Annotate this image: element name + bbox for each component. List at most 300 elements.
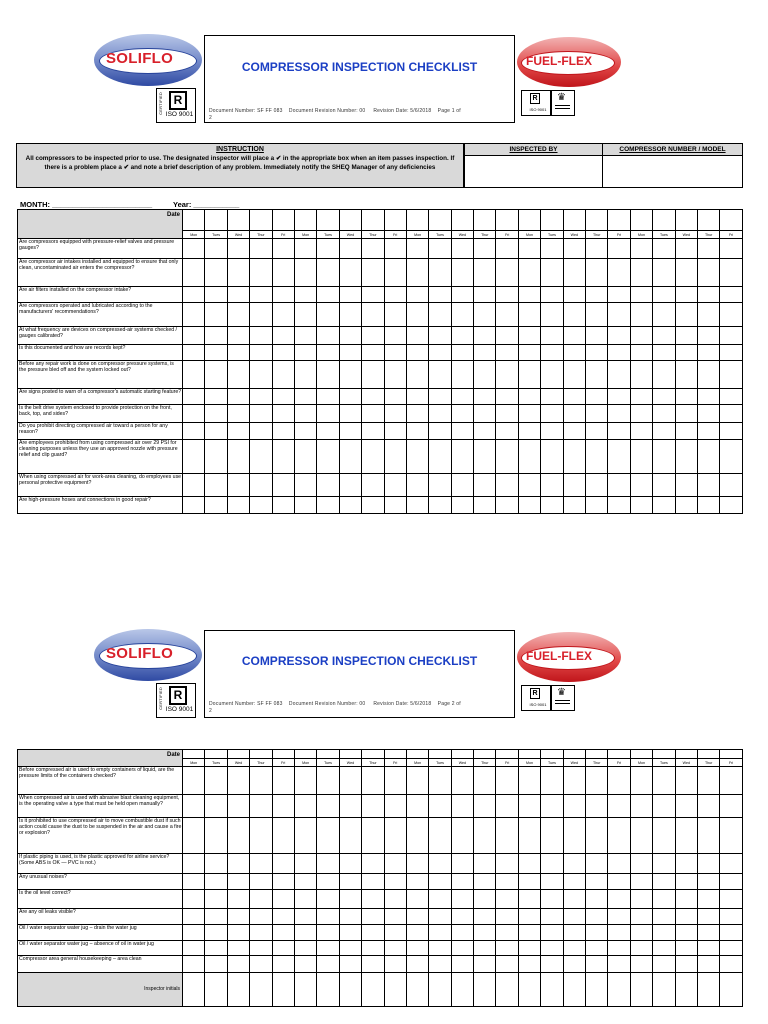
check-cell[interactable]: [205, 956, 227, 973]
check-cell[interactable]: [227, 767, 249, 795]
check-cell[interactable]: [675, 327, 697, 345]
check-cell[interactable]: [294, 909, 316, 925]
check-cell[interactable]: [586, 287, 608, 303]
check-cell[interactable]: [406, 423, 428, 440]
date-input-cell[interactable]: [541, 210, 563, 231]
check-cell[interactable]: [227, 925, 249, 941]
check-cell[interactable]: [720, 239, 742, 259]
check-cell[interactable]: [586, 345, 608, 361]
check-cell[interactable]: [697, 925, 719, 941]
check-cell[interactable]: [496, 767, 518, 795]
check-cell[interactable]: [317, 795, 339, 818]
check-cell[interactable]: [406, 474, 428, 497]
check-cell[interactable]: [720, 956, 742, 973]
check-cell[interactable]: [183, 389, 205, 405]
check-cell[interactable]: [474, 327, 496, 345]
check-cell[interactable]: [697, 361, 719, 389]
initials-cell[interactable]: [675, 973, 697, 1007]
check-cell[interactable]: [205, 287, 227, 303]
check-cell[interactable]: [653, 361, 675, 389]
check-cell[interactable]: [362, 767, 384, 795]
check-cell[interactable]: [294, 497, 316, 514]
date-input-cell[interactable]: [384, 750, 406, 759]
check-cell[interactable]: [250, 389, 272, 405]
check-cell[interactable]: [496, 795, 518, 818]
check-cell[interactable]: [675, 909, 697, 925]
check-cell[interactable]: [630, 941, 652, 956]
check-cell[interactable]: [608, 389, 630, 405]
check-cell[interactable]: [183, 474, 205, 497]
check-cell[interactable]: [653, 303, 675, 327]
check-cell[interactable]: [675, 767, 697, 795]
check-cell[interactable]: [608, 259, 630, 287]
check-cell[interactable]: [697, 818, 719, 854]
check-cell[interactable]: [250, 303, 272, 327]
check-cell[interactable]: [496, 440, 518, 474]
check-cell[interactable]: [675, 956, 697, 973]
check-cell[interactable]: [250, 440, 272, 474]
check-cell[interactable]: [541, 389, 563, 405]
check-cell[interactable]: [250, 925, 272, 941]
check-cell[interactable]: [586, 767, 608, 795]
check-cell[interactable]: [250, 890, 272, 909]
check-cell[interactable]: [339, 497, 361, 514]
check-cell[interactable]: [429, 287, 451, 303]
check-cell[interactable]: [474, 818, 496, 854]
check-cell[interactable]: [653, 345, 675, 361]
check-cell[interactable]: [474, 303, 496, 327]
check-cell[interactable]: [675, 474, 697, 497]
check-cell[interactable]: [541, 327, 563, 345]
check-cell[interactable]: [630, 423, 652, 440]
check-cell[interactable]: [272, 474, 294, 497]
date-input-cell[interactable]: [183, 210, 205, 231]
check-cell[interactable]: [630, 259, 652, 287]
date-input-cell[interactable]: [653, 210, 675, 231]
check-cell[interactable]: [630, 795, 652, 818]
date-input-cell[interactable]: [518, 210, 540, 231]
check-cell[interactable]: [406, 259, 428, 287]
date-input-cell[interactable]: [250, 210, 272, 231]
check-cell[interactable]: [272, 767, 294, 795]
check-cell[interactable]: [317, 890, 339, 909]
check-cell[interactable]: [384, 259, 406, 287]
check-cell[interactable]: [563, 497, 585, 514]
check-cell[interactable]: [362, 361, 384, 389]
date-input-cell[interactable]: [697, 210, 719, 231]
check-cell[interactable]: [294, 925, 316, 941]
check-cell[interactable]: [183, 327, 205, 345]
check-cell[interactable]: [317, 389, 339, 405]
check-cell[interactable]: [563, 303, 585, 327]
check-cell[interactable]: [205, 925, 227, 941]
check-cell[interactable]: [429, 303, 451, 327]
check-cell[interactable]: [608, 874, 630, 890]
check-cell[interactable]: [384, 874, 406, 890]
check-cell[interactable]: [474, 890, 496, 909]
check-cell[interactable]: [496, 327, 518, 345]
check-cell[interactable]: [272, 909, 294, 925]
check-cell[interactable]: [608, 890, 630, 909]
check-cell[interactable]: [183, 818, 205, 854]
check-cell[interactable]: [429, 423, 451, 440]
check-cell[interactable]: [608, 287, 630, 303]
check-cell[interactable]: [205, 440, 227, 474]
check-cell[interactable]: [518, 767, 540, 795]
check-cell[interactable]: [294, 405, 316, 423]
check-cell[interactable]: [451, 874, 473, 890]
check-cell[interactable]: [384, 497, 406, 514]
check-cell[interactable]: [697, 287, 719, 303]
check-cell[interactable]: [227, 795, 249, 818]
check-cell[interactable]: [474, 239, 496, 259]
check-cell[interactable]: [518, 854, 540, 874]
check-cell[interactable]: [227, 474, 249, 497]
check-cell[interactable]: [675, 941, 697, 956]
initials-cell[interactable]: [586, 973, 608, 1007]
check-cell[interactable]: [227, 405, 249, 423]
check-cell[interactable]: [317, 909, 339, 925]
check-cell[interactable]: [586, 854, 608, 874]
check-cell[interactable]: [474, 941, 496, 956]
check-cell[interactable]: [451, 795, 473, 818]
check-cell[interactable]: [317, 874, 339, 890]
check-cell[interactable]: [183, 423, 205, 440]
check-cell[interactable]: [317, 497, 339, 514]
check-cell[interactable]: [362, 795, 384, 818]
check-cell[interactable]: [630, 474, 652, 497]
check-cell[interactable]: [675, 405, 697, 423]
check-cell[interactable]: [697, 497, 719, 514]
check-cell[interactable]: [608, 327, 630, 345]
check-cell[interactable]: [451, 389, 473, 405]
check-cell[interactable]: [675, 259, 697, 287]
check-cell[interactable]: [205, 890, 227, 909]
check-cell[interactable]: [362, 941, 384, 956]
check-cell[interactable]: [675, 925, 697, 941]
check-cell[interactable]: [474, 423, 496, 440]
check-cell[interactable]: [541, 874, 563, 890]
check-cell[interactable]: [429, 818, 451, 854]
check-cell[interactable]: [675, 497, 697, 514]
check-cell[interactable]: [496, 361, 518, 389]
check-cell[interactable]: [653, 287, 675, 303]
check-cell[interactable]: [586, 423, 608, 440]
check-cell[interactable]: [250, 956, 272, 973]
check-cell[interactable]: [496, 925, 518, 941]
initials-cell[interactable]: [608, 973, 630, 1007]
check-cell[interactable]: [205, 345, 227, 361]
check-cell[interactable]: [384, 474, 406, 497]
check-cell[interactable]: [183, 239, 205, 259]
check-cell[interactable]: [451, 890, 473, 909]
check-cell[interactable]: [496, 941, 518, 956]
check-cell[interactable]: [653, 440, 675, 474]
check-cell[interactable]: [384, 303, 406, 327]
check-cell[interactable]: [272, 818, 294, 854]
date-input-cell[interactable]: [272, 750, 294, 759]
check-cell[interactable]: [518, 345, 540, 361]
check-cell[interactable]: [496, 890, 518, 909]
check-cell[interactable]: [429, 474, 451, 497]
check-cell[interactable]: [205, 361, 227, 389]
check-cell[interactable]: [294, 956, 316, 973]
check-cell[interactable]: [384, 795, 406, 818]
check-cell[interactable]: [586, 909, 608, 925]
check-cell[interactable]: [429, 239, 451, 259]
check-cell[interactable]: [586, 361, 608, 389]
check-cell[interactable]: [630, 497, 652, 514]
check-cell[interactable]: [317, 854, 339, 874]
check-cell[interactable]: [541, 239, 563, 259]
check-cell[interactable]: [608, 474, 630, 497]
check-cell[interactable]: [720, 925, 742, 941]
check-cell[interactable]: [272, 854, 294, 874]
date-input-cell[interactable]: [183, 750, 205, 759]
check-cell[interactable]: [183, 854, 205, 874]
check-cell[interactable]: [317, 440, 339, 474]
date-input-cell[interactable]: [608, 210, 630, 231]
check-cell[interactable]: [406, 389, 428, 405]
initials-cell[interactable]: [496, 973, 518, 1007]
check-cell[interactable]: [272, 423, 294, 440]
date-input-cell[interactable]: [697, 750, 719, 759]
check-cell[interactable]: [406, 956, 428, 973]
check-cell[interactable]: [697, 389, 719, 405]
check-cell[interactable]: [496, 389, 518, 405]
check-cell[interactable]: [317, 956, 339, 973]
check-cell[interactable]: [563, 818, 585, 854]
check-cell[interactable]: [720, 874, 742, 890]
check-cell[interactable]: [183, 259, 205, 287]
check-cell[interactable]: [720, 361, 742, 389]
check-cell[interactable]: [720, 259, 742, 287]
check-cell[interactable]: [518, 361, 540, 389]
check-cell[interactable]: [563, 389, 585, 405]
check-cell[interactable]: [630, 327, 652, 345]
check-cell[interactable]: [675, 345, 697, 361]
check-cell[interactable]: [720, 474, 742, 497]
date-input-cell[interactable]: [362, 750, 384, 759]
check-cell[interactable]: [406, 440, 428, 474]
check-cell[interactable]: [272, 405, 294, 423]
check-cell[interactable]: [384, 941, 406, 956]
check-cell[interactable]: [720, 497, 742, 514]
check-cell[interactable]: [205, 405, 227, 423]
check-cell[interactable]: [339, 854, 361, 874]
check-cell[interactable]: [563, 956, 585, 973]
check-cell[interactable]: [339, 405, 361, 423]
check-cell[interactable]: [653, 423, 675, 440]
check-cell[interactable]: [697, 795, 719, 818]
check-cell[interactable]: [339, 440, 361, 474]
check-cell[interactable]: [697, 941, 719, 956]
check-cell[interactable]: [294, 239, 316, 259]
check-cell[interactable]: [406, 239, 428, 259]
check-cell[interactable]: [675, 440, 697, 474]
check-cell[interactable]: [429, 854, 451, 874]
check-cell[interactable]: [541, 303, 563, 327]
check-cell[interactable]: [429, 345, 451, 361]
check-cell[interactable]: [474, 795, 496, 818]
check-cell[interactable]: [205, 474, 227, 497]
initials-cell[interactable]: [250, 973, 272, 1007]
check-cell[interactable]: [362, 818, 384, 854]
check-cell[interactable]: [653, 890, 675, 909]
check-cell[interactable]: [384, 239, 406, 259]
check-cell[interactable]: [362, 909, 384, 925]
check-cell[interactable]: [608, 303, 630, 327]
check-cell[interactable]: [227, 389, 249, 405]
check-cell[interactable]: [317, 239, 339, 259]
check-cell[interactable]: [474, 767, 496, 795]
check-cell[interactable]: [227, 259, 249, 287]
initials-cell[interactable]: [227, 973, 249, 1007]
check-cell[interactable]: [586, 327, 608, 345]
check-cell[interactable]: [474, 956, 496, 973]
check-cell[interactable]: [518, 474, 540, 497]
check-cell[interactable]: [518, 925, 540, 941]
check-cell[interactable]: [429, 909, 451, 925]
check-cell[interactable]: [294, 818, 316, 854]
check-cell[interactable]: [653, 239, 675, 259]
check-cell[interactable]: [518, 440, 540, 474]
check-cell[interactable]: [205, 874, 227, 890]
check-cell[interactable]: [339, 956, 361, 973]
check-cell[interactable]: [653, 405, 675, 423]
check-cell[interactable]: [250, 287, 272, 303]
check-cell[interactable]: [362, 925, 384, 941]
check-cell[interactable]: [496, 345, 518, 361]
check-cell[interactable]: [541, 818, 563, 854]
check-cell[interactable]: [227, 874, 249, 890]
date-input-cell[interactable]: [720, 210, 742, 231]
check-cell[interactable]: [183, 795, 205, 818]
check-cell[interactable]: [518, 303, 540, 327]
initials-cell[interactable]: [294, 973, 316, 1007]
check-cell[interactable]: [451, 423, 473, 440]
check-cell[interactable]: [250, 909, 272, 925]
check-cell[interactable]: [697, 474, 719, 497]
check-cell[interactable]: [183, 303, 205, 327]
check-cell[interactable]: [697, 890, 719, 909]
check-cell[interactable]: [697, 405, 719, 423]
check-cell[interactable]: [586, 874, 608, 890]
check-cell[interactable]: [720, 818, 742, 854]
check-cell[interactable]: [720, 909, 742, 925]
check-cell[interactable]: [339, 303, 361, 327]
check-cell[interactable]: [541, 345, 563, 361]
check-cell[interactable]: [518, 818, 540, 854]
check-cell[interactable]: [317, 423, 339, 440]
date-input-cell[interactable]: [563, 210, 585, 231]
check-cell[interactable]: [272, 925, 294, 941]
check-cell[interactable]: [317, 925, 339, 941]
check-cell[interactable]: [586, 890, 608, 909]
check-cell[interactable]: [227, 941, 249, 956]
check-cell[interactable]: [608, 818, 630, 854]
check-cell[interactable]: [183, 925, 205, 941]
check-cell[interactable]: [653, 474, 675, 497]
check-cell[interactable]: [227, 345, 249, 361]
check-cell[interactable]: [362, 303, 384, 327]
date-input-cell[interactable]: [294, 210, 316, 231]
date-input-cell[interactable]: [541, 750, 563, 759]
check-cell[interactable]: [697, 874, 719, 890]
check-cell[interactable]: [362, 874, 384, 890]
check-cell[interactable]: [474, 497, 496, 514]
check-cell[interactable]: [406, 925, 428, 941]
check-cell[interactable]: [451, 287, 473, 303]
check-cell[interactable]: [429, 767, 451, 795]
check-cell[interactable]: [339, 287, 361, 303]
check-cell[interactable]: [586, 303, 608, 327]
check-cell[interactable]: [586, 956, 608, 973]
check-cell[interactable]: [563, 941, 585, 956]
check-cell[interactable]: [294, 389, 316, 405]
date-input-cell[interactable]: [720, 750, 742, 759]
check-cell[interactable]: [362, 956, 384, 973]
check-cell[interactable]: [339, 767, 361, 795]
check-cell[interactable]: [496, 956, 518, 973]
check-cell[interactable]: [183, 767, 205, 795]
check-cell[interactable]: [451, 956, 473, 973]
check-cell[interactable]: [294, 259, 316, 287]
check-cell[interactable]: [294, 287, 316, 303]
date-input-cell[interactable]: [227, 750, 249, 759]
check-cell[interactable]: [541, 890, 563, 909]
check-cell[interactable]: [563, 259, 585, 287]
check-cell[interactable]: [586, 389, 608, 405]
check-cell[interactable]: [451, 854, 473, 874]
check-cell[interactable]: [227, 303, 249, 327]
check-cell[interactable]: [630, 874, 652, 890]
initials-cell[interactable]: [518, 973, 540, 1007]
check-cell[interactable]: [541, 956, 563, 973]
check-cell[interactable]: [675, 287, 697, 303]
check-cell[interactable]: [429, 497, 451, 514]
check-cell[interactable]: [720, 327, 742, 345]
date-input-cell[interactable]: [317, 210, 339, 231]
check-cell[interactable]: [586, 818, 608, 854]
check-cell[interactable]: [294, 474, 316, 497]
check-cell[interactable]: [339, 474, 361, 497]
check-cell[interactable]: [541, 440, 563, 474]
check-cell[interactable]: [384, 890, 406, 909]
check-cell[interactable]: [541, 909, 563, 925]
check-cell[interactable]: [518, 874, 540, 890]
check-cell[interactable]: [406, 941, 428, 956]
check-cell[interactable]: [384, 389, 406, 405]
check-cell[interactable]: [317, 818, 339, 854]
check-cell[interactable]: [250, 239, 272, 259]
check-cell[interactable]: [675, 795, 697, 818]
check-cell[interactable]: [474, 440, 496, 474]
check-cell[interactable]: [474, 474, 496, 497]
check-cell[interactable]: [294, 767, 316, 795]
check-cell[interactable]: [630, 767, 652, 795]
check-cell[interactable]: [653, 389, 675, 405]
check-cell[interactable]: [563, 287, 585, 303]
check-cell[interactable]: [653, 956, 675, 973]
check-cell[interactable]: [362, 890, 384, 909]
check-cell[interactable]: [518, 423, 540, 440]
check-cell[interactable]: [675, 890, 697, 909]
check-cell[interactable]: [250, 818, 272, 854]
date-input-cell[interactable]: [339, 750, 361, 759]
check-cell[interactable]: [205, 909, 227, 925]
check-cell[interactable]: [675, 423, 697, 440]
